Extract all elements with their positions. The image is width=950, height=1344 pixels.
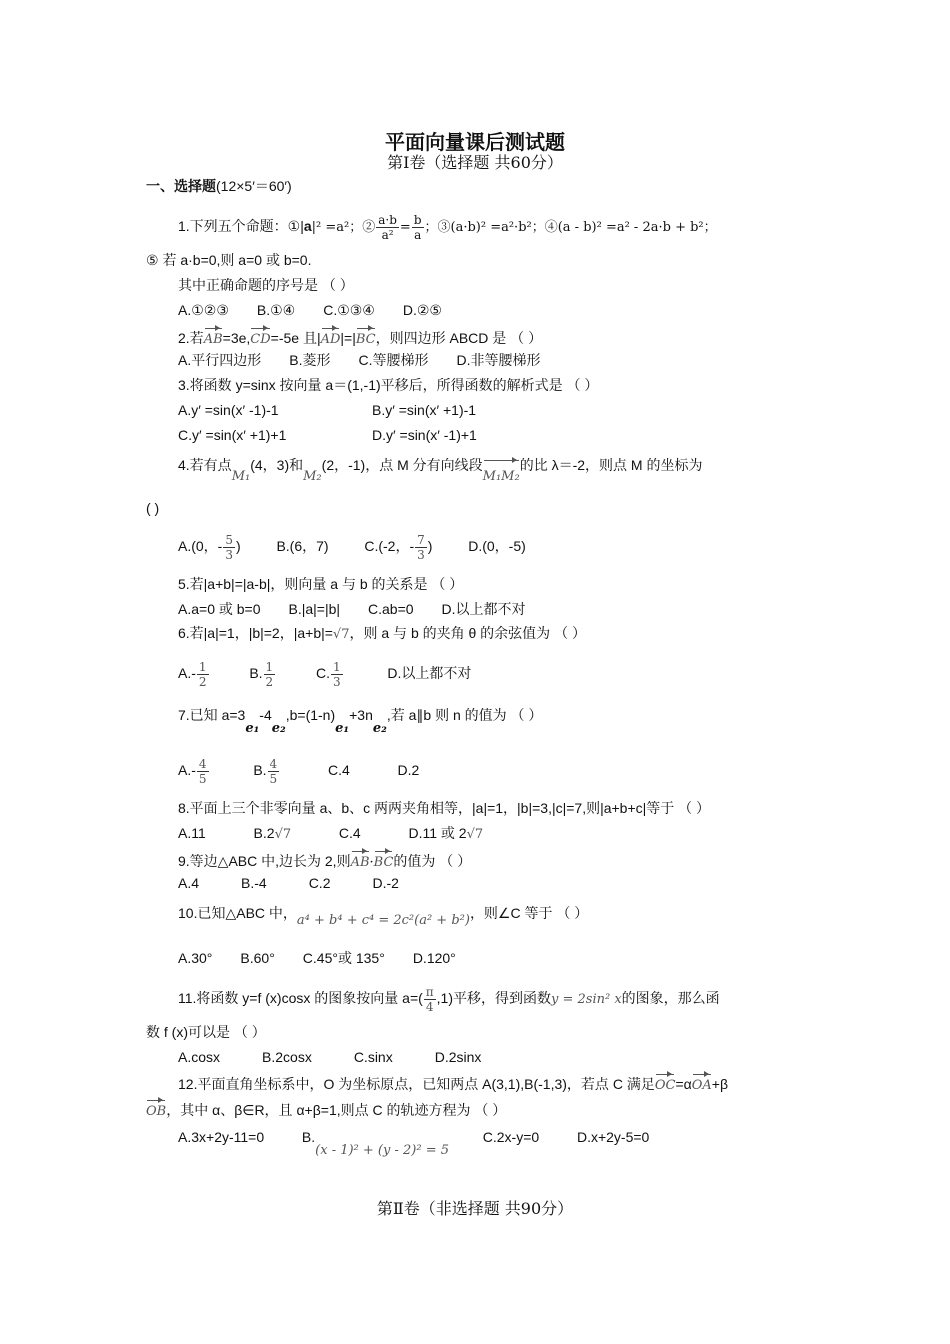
q8-options [178, 823, 483, 845]
q2-text-a: 2.若 [178, 330, 204, 346]
q6-option-d: D.以上都不对 [387, 665, 472, 681]
q7-option-a: A.- $\frac{4}{5}$ [178, 756, 207, 786]
q11-options: A.cosx B.2cosx C.sinx D.2sinx [178, 1049, 482, 1065]
q1-eq: = [399, 220, 411, 235]
q7-option-b: B. $\frac{4}{5}$ [253, 756, 278, 786]
q11-text-c: 的图象，那么函 [621, 990, 720, 1006]
q4-option-d: D.(0，-5) [468, 538, 526, 554]
q2-options: A.平行四边形 B.菱形 C.等腰梯形 D.非等腰梯形 [178, 352, 541, 368]
q9-text-b: 的值为 （ ） [393, 853, 472, 869]
q9-options: A.4 B.-4 C.2 D.-2 [178, 875, 399, 891]
q11-text-a: 11.将函数 y=f (x)cosx 的图象按向量 a=( [178, 990, 423, 1006]
q11-stem [178, 980, 720, 1018]
q7-e2: e₂ [271, 721, 286, 736]
q10-options: A.30° B.60° C.45°或 135° D.120° [178, 950, 456, 966]
q1-stem-2: ⑤ 若 a·b=0,则 a=0 或 b=0. [146, 252, 312, 268]
q9-vector-ab: AB [351, 847, 370, 873]
q6-sqrt: √7 [332, 627, 350, 642]
q12-option-a: A.3x+2y-11=0 [178, 1129, 265, 1145]
q1-text-b: a [303, 218, 312, 234]
q12-options [178, 1122, 649, 1166]
section-title: 一、选择题 [146, 178, 216, 194]
q9-stem [178, 847, 471, 873]
q11-formula: y = 2sin² x [551, 992, 622, 1007]
q7-text-d: +3n [349, 707, 373, 723]
q1-frac1: $\frac{a\cdot b}{\text{a²}}$ [378, 212, 397, 242]
q4-text-b: (4，3)和 [250, 457, 304, 473]
q12-option-d: D.x+2y-5=0 [576, 1129, 650, 1145]
q6-text-a: 6.若|a|=1，|b|=2，|a+b|= [178, 625, 333, 641]
part1-heading: 第Ⅰ卷（选择题 共60分） [387, 153, 563, 172]
q3-option-c: C.y′ =sin(x′ +1)+1 [178, 427, 287, 443]
q12-vector-ob: OB [146, 1096, 166, 1122]
q4-segment-m1m2: M₁M₂ [483, 456, 520, 492]
q3-option-a: A.y′ =sin(x′ -1)-1 [178, 402, 279, 418]
q7-text-e: ,若 a∥b 则 n 的值为 （ ） [386, 707, 543, 723]
q7-stem [178, 700, 542, 744]
q8-option-d: D.11 或 2√7 [408, 825, 484, 842]
q7-e2-second: e₂ [372, 721, 387, 736]
q4-stem-2: ( ) [146, 500, 160, 516]
q5-stem: 5.若|a+b|=|a-b|，则向量 a 与 b 的关系是 （ ） [178, 576, 464, 592]
page-title: 平面向量课后测试题 [385, 130, 565, 154]
q12-text-c: +β [711, 1076, 728, 1092]
q4-stem [178, 450, 702, 492]
q12-stem [178, 1070, 728, 1096]
q10-formula: a⁴ + b⁴ + c⁴ = 2c²(a² + b²) [296, 913, 470, 928]
q6-options [178, 655, 471, 691]
q12-stem-2 [146, 1096, 506, 1122]
q4-point-m1: M₁ [231, 469, 251, 484]
q5-options: A.a=0 或 b=0 B.|a|=|b| C.ab=0 D.以上都不对 [178, 601, 526, 617]
section-points: (12×5′＝60′) [216, 178, 292, 194]
q3-option-d: D.y′ =sin(x′ -1)+1 [372, 427, 477, 443]
q11-pi-frac: $\frac{\pi}{4}$ [425, 984, 434, 1014]
q12-option-c: C.2x-y=0 [482, 1129, 540, 1145]
q12-text-a: 12.平面直角坐标系中，O 为坐标原点，已知两点 A(3,1),B(-1,3)，若点 C 满足 [178, 1076, 655, 1092]
q6-text-b: ，则 a 与 b 的夹角 θ 的余弦值为 （ ） [349, 625, 586, 641]
q6-option-a: A.- $\frac{1}{2}$ [178, 659, 207, 689]
q4-text-d: 的比 λ＝-2，则点 M 的坐标为 [519, 457, 703, 473]
q12-text-d: ，其中 α、β∈R，且 α+β=1,则点 C 的轨迹方程为 （ ） [166, 1102, 507, 1118]
q12-text-b: =α [675, 1076, 692, 1092]
q4-option-c: C.(-2，- $\frac{7}{3}$ ) [364, 532, 433, 562]
q7-e1: e₁ [245, 721, 260, 736]
q8-stem: 8.平面上三个非零向量 a、b、c 两两夹角相等，|a|=1，|b|=3,|c|=7,则|a+b+c|等于 （ ） [178, 800, 711, 816]
q1-stem [178, 206, 717, 248]
q1-frac2: $\frac{b}{a}$ [413, 212, 422, 242]
q7-option-c: C.4 [327, 762, 350, 778]
q7-options [178, 752, 419, 788]
q10-stem [178, 898, 588, 936]
q4-options [178, 528, 526, 564]
q9-dot: · [369, 855, 374, 870]
q4-text-c: (2，-1)，点 M 分有向线段 [321, 457, 483, 473]
q1-text-a: 1.下列五个命题：①| [178, 218, 304, 234]
q9-vector-bc: BC [374, 847, 394, 873]
q3-option-b: B.y′ =sin(x′ +1)-1 [372, 402, 477, 418]
q4-text-a: 4.若有点 [178, 457, 232, 473]
q7-e1-second: e₁ [335, 721, 350, 736]
q1-options: A.①②③ B.①④ C.①③④ D.②⑤ [178, 302, 442, 318]
q2-vector-bc: BC [356, 324, 376, 350]
q11-stem-2: 数 f (x)可以是 （ ） [146, 1024, 266, 1040]
q4-option-a: A.(0，- $\frac{5}{3}$ ) [178, 532, 241, 562]
q8-option-a: A.11 [178, 825, 206, 841]
q1-stem-3: 其中正确命题的序号是 （ ） [178, 277, 354, 293]
q2-text-c: =-5e 且| [270, 330, 321, 346]
q3-stem: 3.将函数 y=sinx 按向量 a＝(1,-1)平移后，所得函数的解析式是 （ ） [178, 377, 599, 393]
q10-text-b: ，则∠C 等于 （ ） [469, 905, 589, 921]
q10-text-a: 10.已知△ABC 中， [178, 905, 297, 921]
section-heading [146, 176, 292, 196]
q9-text-a: 9.等边△ABC 中,边长为 2,则 [178, 853, 351, 869]
q1-text-c: |² =a²；② [311, 220, 376, 235]
q12-option-b: B.(x - 1)² + (y - 2)² = 5 [301, 1129, 449, 1158]
q2-vector-cd: CD [250, 324, 270, 350]
q6-option-b: B. $\frac{1}{2}$ [249, 659, 274, 689]
q8-option-c: C.4 [338, 825, 361, 841]
q2-text-b: =3e, [222, 330, 251, 346]
q7-text-b: -4 [259, 707, 272, 723]
q12-vector-oc: OC [655, 1070, 676, 1096]
q2-text-d: |=| [340, 330, 356, 346]
q1-text-d: ；③(a·b)² =a²·b²；④(a - b)² =a² - 2a·b + b²； [424, 220, 717, 235]
q12-vector-oa: OA [692, 1070, 712, 1096]
q11-text-b: ,1)平移，得到函数 [436, 990, 552, 1006]
part2-heading: 第Ⅱ卷（非选择题 共90分） [376, 1199, 574, 1218]
q7-text-a: 7.已知 a=3 [178, 707, 246, 723]
q2-vector-ab: AB [204, 324, 223, 350]
q7-option-d: D.2 [397, 762, 420, 778]
q8-option-b: B.2√7 [253, 825, 292, 842]
q7-text-c: ,b=(1-n) [285, 707, 336, 723]
q4-point-m2: M₂ [303, 469, 322, 484]
q6-option-c: C. $\frac{1}{3}$ [315, 659, 341, 689]
q4-option-b: B.(6，7) [276, 538, 329, 554]
q6-stem [178, 623, 586, 645]
q2-stem [178, 324, 542, 350]
q2-text-e: ，则四边形 ABCD 是 （ ） [375, 330, 543, 346]
q2-vector-ad: AD [321, 324, 341, 350]
